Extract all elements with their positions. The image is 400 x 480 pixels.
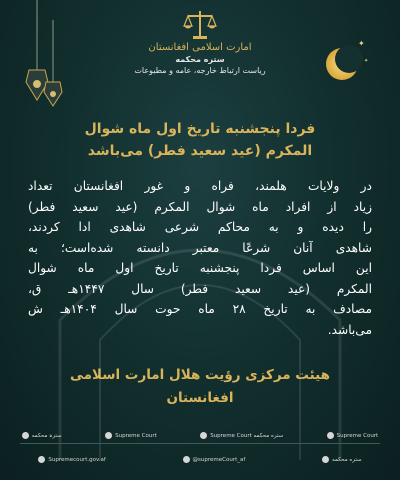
body-line: می‌باشد. (327, 322, 372, 337)
footer-item-website[interactable]: Supremecourt.gov.af (38, 456, 106, 463)
footer-item-telegram[interactable]: سترہ محکمه (22, 432, 62, 439)
footer-row-1 (0, 432, 400, 439)
header (0, 8, 400, 76)
body-line: زیاد از افراد ماه شوال المکرم (عید سعید فطر) (28, 199, 372, 214)
body-line: شاهدی آنان شرعًا معتبر دانسته شده‌است؛ به (28, 240, 372, 255)
footer-item-instagram[interactable]: Supreme Court (327, 432, 379, 439)
whatsapp-icon (322, 456, 329, 463)
instagram-icon (327, 432, 334, 439)
body-line: این اساس فردا پنجشنبه تاریخ اول ماه شوال (28, 261, 372, 275)
court-title: ستره محکمه (175, 55, 225, 64)
signature-line-2: افغانستان (166, 390, 234, 406)
emirate-name: امارت اسلامی افغانستان (148, 42, 252, 53)
body-line: مصادف به تاریخ ۲۸ ماه حوت سال ۱۴۰۴هـ ش (28, 302, 372, 316)
signature-line-1: هیئت مرکزی رؤیت هلال امارت اسلامی (70, 367, 330, 383)
footer (0, 430, 400, 480)
facebook-icon (105, 432, 112, 439)
footer-item-youtube[interactable]: Supreme Court ستره محکمه (200, 432, 283, 439)
footer-item-whatsapp[interactable]: ستره محکمه (322, 456, 362, 463)
body-line: را دیده و به محاکم شرعی شاهدی ادا کردند، (28, 220, 372, 234)
footer-item-x[interactable]: @supremeCourt_af (183, 456, 246, 463)
body-line: المکرم (عید سعید فطر) سال ۱۴۴۷هـ ق، (28, 281, 373, 296)
svg-text:✦: ✦ (364, 58, 369, 64)
announcement-body (28, 176, 372, 340)
telegram-icon (22, 432, 29, 439)
title-line-2: المکرم (عید سعید فطر) می‌باشد (87, 143, 313, 159)
announcement-title (30, 118, 370, 162)
footer-item-facebook[interactable]: Supreme Court (105, 432, 157, 439)
footer-divider (20, 443, 380, 444)
x-icon (183, 456, 190, 463)
footer-row-2 (0, 456, 400, 463)
globe-icon (38, 456, 45, 463)
title-line-1: فردا پنجشنبه تاریخ اول ماه شوال (84, 121, 316, 137)
department-name: ریاست ارتباط خارجه، عامه و مطبوعات (134, 66, 266, 75)
body-line: در ولایات هلمند، فراه و غور افغانستان تعداد (28, 179, 372, 193)
youtube-icon (200, 432, 207, 439)
scales-of-justice-icon (183, 8, 217, 42)
signature (30, 364, 370, 410)
svg-text:✦: ✦ (358, 39, 365, 48)
